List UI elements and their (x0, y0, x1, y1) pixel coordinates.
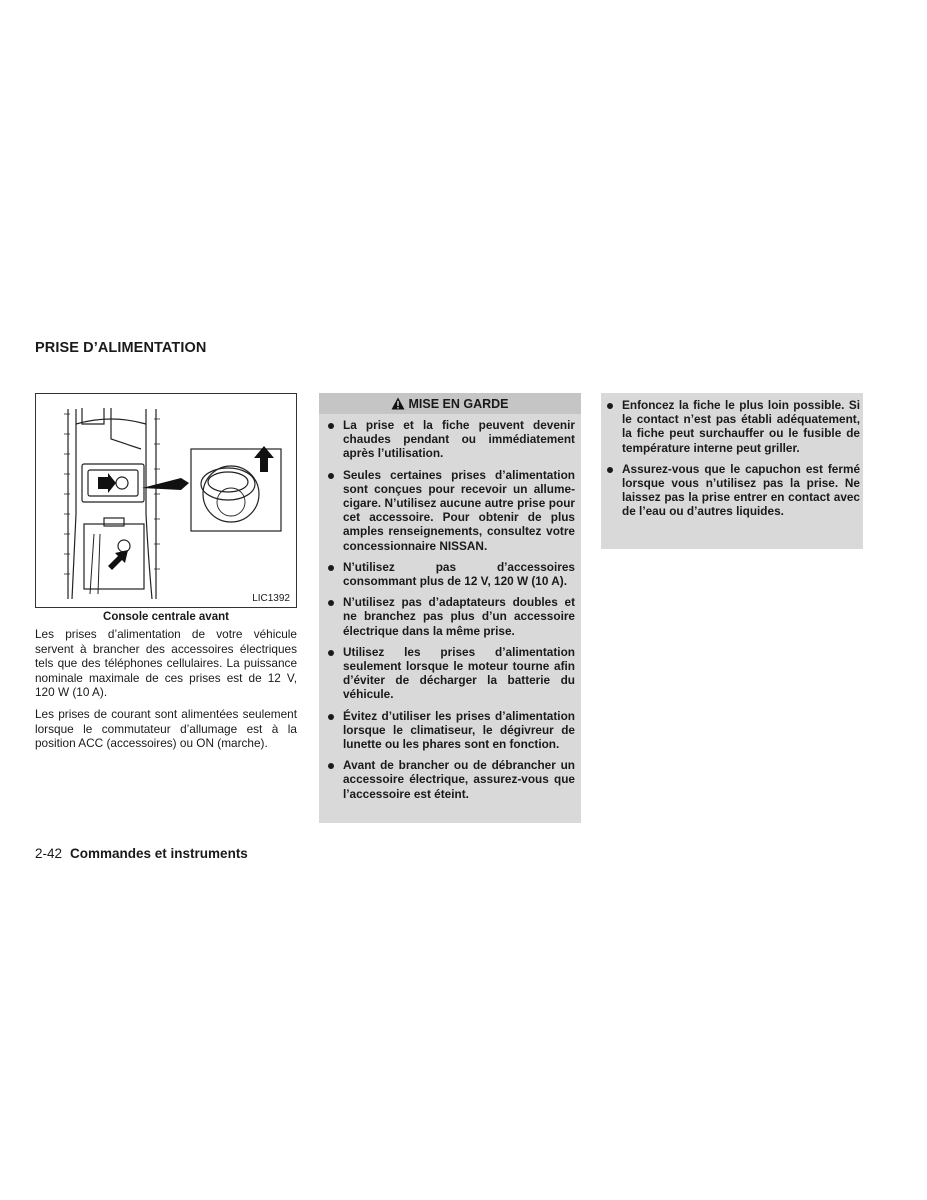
warning-list-continued (604, 398, 860, 519)
warning-list (325, 418, 575, 801)
figure-code: LIC1392 (252, 593, 290, 604)
chapter-title: Commandes et instruments (70, 846, 248, 861)
warning-box-continued (601, 393, 863, 549)
section-title: PRISE D’ALIMENTATION (35, 340, 207, 356)
warning-triangle-icon (391, 397, 405, 410)
figure-caption: Console centrale avant (103, 611, 229, 623)
warning-item: Avant de brancher ou de débrancher un accessoire électrique, assurez-vous que l’accessoire est éteint. (325, 758, 575, 801)
center-console-illustration (35, 393, 297, 608)
warning-header (319, 393, 581, 414)
power-outlet-diagram (36, 394, 296, 607)
body-text (35, 627, 297, 758)
page-number: 2-42 (35, 846, 63, 861)
warning-item: Utilisez les prises d’alimentation seulement lorsque le moteur tourne afin d’éviter de décharger la batterie du véhicule. (325, 645, 575, 702)
page-footer (35, 846, 248, 861)
body-paragraph: Les prises d’alimentation de votre véhicule servent à brancher des accessoires électriques tels que des téléphones cellulaires. La puissance nominale maximale de ces prises est de 12 V, 120 W (10 A). (35, 627, 297, 700)
warning-item: La prise et la fiche peuvent devenir chaudes pendant ou immédiatement après l’utilisation. (325, 418, 575, 461)
warning-item: Enfoncez la fiche le plus loin possible. Si le contact n’est pas établi adéquatement, la fiche peut surchauffer ou le fusible de température interne peut griller. (604, 398, 860, 455)
warning-item: N’utilisez pas d’adaptateurs doubles et ne branchez pas plus d’un accessoire électrique dans la même prise. (325, 595, 575, 638)
body-paragraph: Les prises de courant sont alimentées seulement lorsque le commutateur d’allumage est à la position ACC (accessoires) ou ON (marche). (35, 706, 297, 751)
warning-box (319, 393, 581, 823)
warning-title: MISE EN GARDE (408, 396, 509, 411)
warning-item: N’utilisez pas d’accessoires consommant plus de 12 V, 120 W (10 A). (325, 560, 575, 588)
warning-item: Assurez-vous que le capuchon est fermé lorsque vous n’utilisez pas la prise. Ne laissez pas la prise entrer en contact avec de l’eau ou d’autres liquides. (604, 462, 860, 519)
warning-item: Évitez d’utiliser les prises d’alimentation lorsque le climatiseur, le dégivreur de lunette ou les phares sont en fonction. (325, 709, 575, 752)
warning-item: Seules certaines prises d’alimentation sont conçues pour recevoir un allume-cigare. N’utilisez aucune autre prise pour cet accessoire. Pour obtenir de plus amples renseignements, consultez votre concessionnaire NISSAN. (325, 468, 575, 553)
